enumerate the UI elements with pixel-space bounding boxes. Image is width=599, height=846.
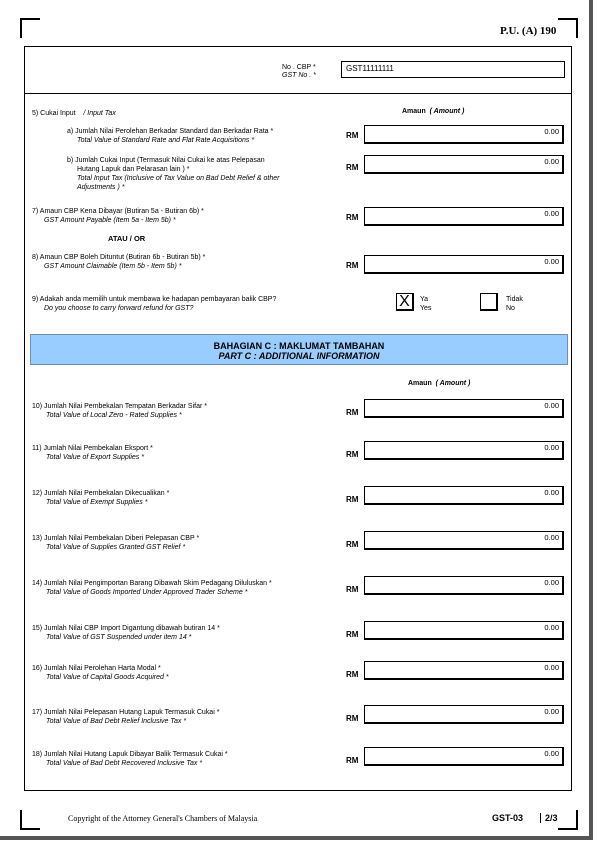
currency-label: RM [346,131,359,140]
item-label-my: 11) Jumlah Nilai Pembekalan Eksport * [32,445,153,452]
copyright-notice: Copyright of the Attorney General's Chambers of Malaysia [68,814,258,823]
currency-label: RM [346,630,359,639]
amount-field[interactable]: 0.00 [364,399,564,418]
item-7-label-en: GST Amount Payable (Item 5a - Item 5b) * [44,217,176,224]
regulation-number: P.U. (A) 190 [500,25,557,37]
no-label-my: Tidak [506,296,523,303]
page-number: 2/3 [540,813,558,823]
crop-mark-top-right [558,18,578,38]
part-c-title-en: PART C : ADDITIONAL INFORMATION [218,351,380,361]
amount-field[interactable]: 0.00 [364,576,564,595]
gst-no-label-en: GST No . * [282,72,316,79]
item-5b-label-en-2: Adjustments ) * [77,184,125,191]
input-tax-label: 5) Cukai Input / Input Tax [32,110,116,117]
currency-label: RM [346,495,359,504]
amount-field[interactable]: 0.00 [364,621,564,640]
part-c-banner [30,334,568,365]
currency-label: RM [346,408,359,417]
item-5a-label-en: Total Value of Standard Rate and Flat Rate Acquisitions * [77,137,255,144]
part-c-title-my: BAHAGIAN C : MAKLUMAT TAMBAHAN [213,341,385,351]
amount-field[interactable]: 0.00 [364,747,564,766]
item-label-my: 14) Jumlah Nilai Pengimportan Barang Dibawah Skim Pedagang Diluluskan * [32,580,272,587]
form-code: GST-03 [492,813,524,823]
amount-header: Amaun ( Amount ) [402,108,465,115]
yes-checkbox[interactable]: X [396,293,414,311]
currency-label: RM [346,670,359,679]
amount-field[interactable]: 0.00 [364,531,564,550]
item-5b-label-en-1: Total Input Tax (Inclusive of Tax Value on Bad Debt Relief & other [77,175,280,182]
item-label-my: 18) Jumlah Nilai Hutang Lapuk Dibayar Balik Termasuk Cukai * [32,751,228,758]
item-5a-label-my: a) Jumlah Nilai Perolehan Berkadar Standard dan Berkadar Rata * [67,128,274,135]
item-label-en: Total Value of Export Supplies * [46,454,144,461]
gst-no-field[interactable]: GST11111111 [341,61,565,78]
crop-mark-top-left [20,18,40,38]
item-label-en: Total Value of Goods Imported Under Approved Trader Scheme * [46,589,248,596]
item-label-my: 16) Jumlah Nilai Perolehan Harta Modal * [32,665,161,672]
item-label-en: Total Value of Exempt Supplies * [46,499,148,506]
currency-label: RM [346,163,359,172]
currency-label: RM [346,450,359,459]
currency-label: RM [346,756,359,765]
currency-label: RM [346,714,359,723]
item-label-en: Total Value of Supplies Granted GST Relief * [46,544,186,551]
crop-mark-bottom-left [20,810,40,830]
amount-field[interactable]: 0.00 [364,705,564,724]
item-8-label-en: GST Amount Claimable (Item 5b - Item 5b) * [44,263,182,270]
item-label-my: 13) Jumlah Nilai Pembekalan Diberi Pelepasan CBP * [32,535,200,542]
currency-label: RM [346,540,359,549]
or-divider-label: ATAU / OR [108,234,146,243]
item-8-amount-field[interactable]: 0.00 [364,255,564,274]
item-5b-label-my-2: Hutang Lapuk dan Pelarasan lain ) * [77,166,190,173]
divider [24,93,572,94]
item-label-my: 10) Jumlah Nilai Pembekalan Tempatan Berkadar Sifar * [32,403,207,410]
amount-field[interactable]: 0.00 [364,661,564,680]
no-checkbox[interactable] [480,293,498,311]
currency-label: RM [346,261,359,270]
item-label-my: 12) Jumlah Nilai Pembekalan Dikecualikan * [32,490,170,497]
crop-mark-bottom-right [558,810,578,830]
item-label-en: Total Value of Bad Debt Relief Inclusive Tax * [46,718,187,725]
item-label-en: Total Value of Bad Debt Recovered Inclusive Tax * [46,760,203,767]
item-7-amount-field[interactable]: 0.00 [364,207,564,226]
yes-label-en: Yes [420,305,432,312]
item-label-my: 15) Jumlah Nilai CBP Import Digantung dibawah butiran 14 * [32,625,220,632]
yes-label-my: Ya [420,296,429,303]
currency-label: RM [346,585,359,594]
item-label-en: Total Value of GST Suspended under item 14 * [46,634,192,641]
item-label-en: Total Value of Local Zero - Rated Supplies * [46,412,182,419]
no-label-en: No [506,305,515,312]
amount-field[interactable]: 0.00 [364,486,564,505]
item-8-label-my: 8) Amaun CBP Boleh Dituntut (Butiran 6b - Butiran 5b) * [32,254,206,261]
item-7-label-my: 7) Amaun CBP Kena Dibayar (Butiran 5a - Butiran 6b) * [32,208,204,215]
amount-field[interactable]: 0.00 [364,441,564,460]
gst-no-label-my: No . CBP * [282,64,316,71]
item-9-question-en: Do you choose to carry forward refund for GST? [44,305,194,312]
item-5a-amount-field[interactable]: 0.00 [364,125,564,144]
amount-header: Amaun ( Amount ) [408,380,471,387]
item-label-my: 17) Jumlah Nilai Pelepasan Hutang Lapuk Termasuk Cukai * [32,709,220,716]
item-5b-amount-field[interactable]: 0.00 [364,155,564,174]
item-label-en: Total Value of Capital Goods Acquired * [46,674,169,681]
currency-label: RM [346,213,359,222]
item-5b-label-my-1: b) Jumlah Cukai Input (Termasuk Nilai Cukai ke atas Pelepasan [67,157,265,164]
item-9-question-my: 9) Adakah anda memilih untuk membawa ke hadapan pembayaran balik CBP? [32,296,277,303]
